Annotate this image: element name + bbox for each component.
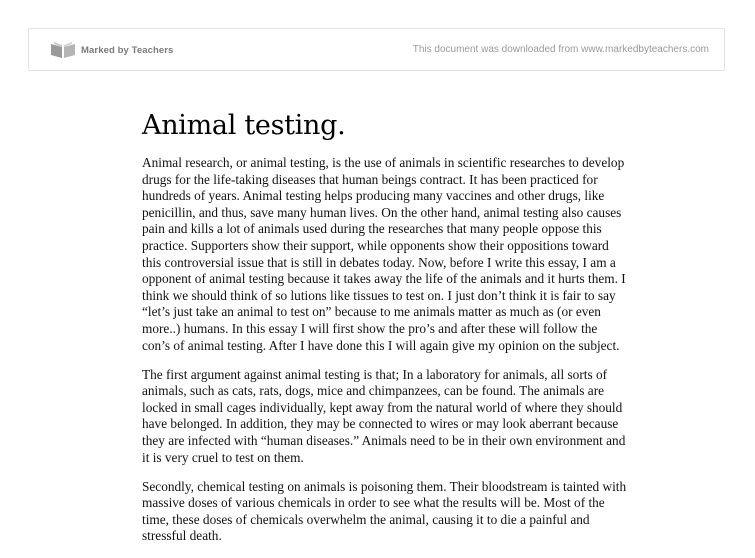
document-title: Animal testing. [142, 110, 346, 141]
open-book-icon [49, 40, 77, 60]
download-source-note: This document was downloaded from www.markedbyteachers.com [412, 44, 709, 55]
paragraph: Animal research, or animal testing, is the use of animals in scientific researches to develop drugs for the life-taking diseases that human beings contract. It has been practiced for hundreds of years. Animal testing helps producing many vaccines and other drugs, like penicillin, and thus, save many human lives. On the other hand, animal testing also causes pain and kills a lot of animals used during the researches that many people oppose this practice. Supporters show their support, while opponents show their oppositions toward this controversial issue that is still in debates today. Now, before I write this essay, I am a opponent of animal testing because it takes away the life of the animals and it hurts them. I think we should think of so lutions like tissues to test on. I just don’t think it is fair to say “let’s just take an animal to test on” because to me animals matter as much as (or even more..) humans. In this essay I will first show the pro’s and after these will follow the con’s of animal testing. After I have done this I will again give my opinion on the subject. [142, 155, 626, 353]
brand-logo[interactable] [49, 40, 173, 60]
paragraph: The first argument against animal testing is that; In a laboratory for animals, all sorts of animals, such as cats, rats, dogs, mice and chimpanzees, can be found. The animals are locked in small cages individually, kept away from the natural world of where they should have belonged. In addition, they may be connected to wires or may look aberrant because they are infected with “human diseases.” Animals need to be in their own environment and it is very cruel to test on them. [142, 366, 626, 465]
paragraph: Secondly, chemical testing on animals is poisoning them. Their bloodstream is tainted with massive doses of various chemicals in order to see what the results will be. Most of the time, these doses of chemicals overwhelm the animal, causing it to die a painful and stressful death. [142, 478, 627, 544]
document-body [142, 110, 627, 558]
brand-name: Marked by Teachers [81, 44, 174, 56]
site-header [28, 28, 725, 71]
